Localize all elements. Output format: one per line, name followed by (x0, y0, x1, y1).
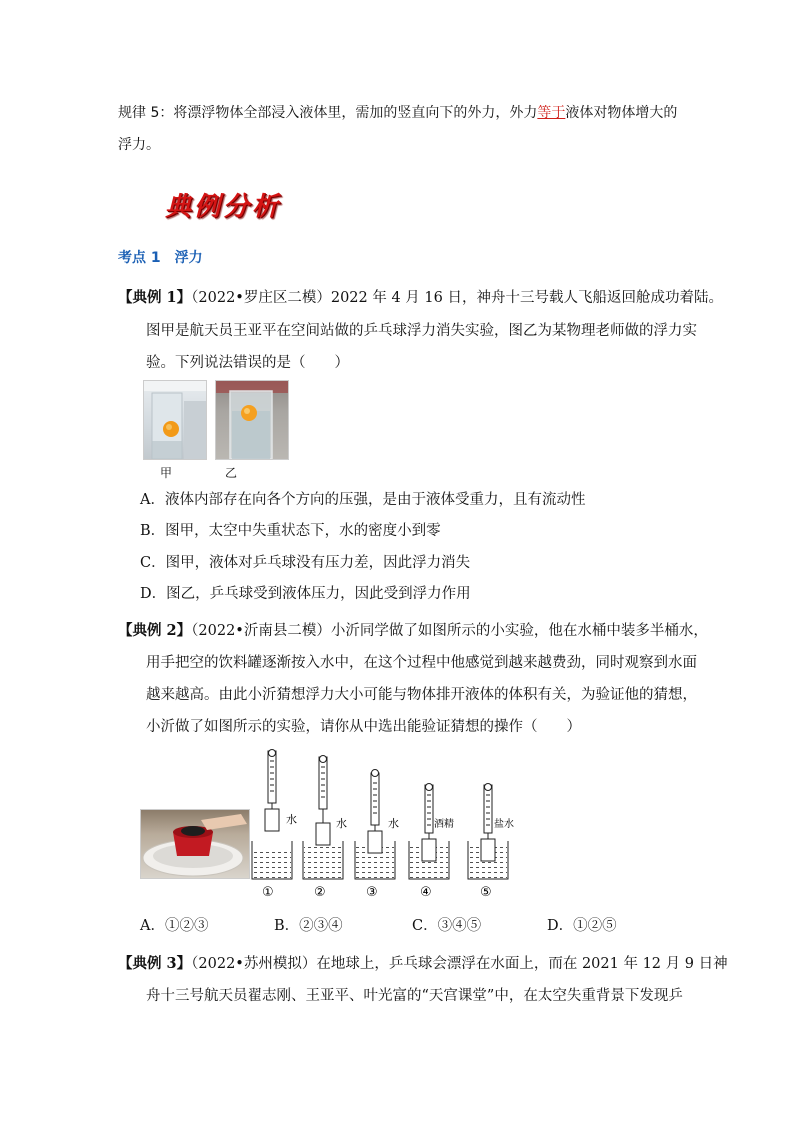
ex1-option-b[interactable]: B．图甲，太空中失重状态下，水的密度小到零 (140, 523, 441, 539)
ex1-option-c[interactable]: C．图甲，液体对乒乓球没有压力差，因此浮力消失 (140, 555, 471, 571)
ex2-line4: 小沂做了如图所示的实验，请你从中选出能验证猜想的操作（ ） (146, 719, 581, 735)
kaodian-label: 考点 1 (118, 250, 161, 266)
ex1-line2: 图甲是航天员王亚平在空间站做的乒乓球浮力消失实验，图乙为某物理老师做的浮力实 (146, 323, 697, 339)
beaker-3-label: 水 (388, 817, 399, 830)
section-heading: 典例分析 (165, 192, 282, 222)
ex1-text1: （2022•罗庄区二模）2022 年 4 月 16 日，神舟十三号载人飞船返回舱成功着陆。 (191, 290, 723, 306)
ex1-option-a[interactable]: A．液体内部存在向各个方向的压强，是由于液体受重力，且有流动性 (140, 492, 586, 508)
photo-yi-image (216, 381, 288, 459)
beaker-4 (409, 784, 454, 901)
bucket-photo (140, 809, 250, 879)
caption-jia: 甲 (160, 466, 173, 480)
beaker-1-label: 水 (286, 813, 297, 826)
beaker-4-num: ④ (420, 885, 432, 900)
ex3-line1 (118, 954, 728, 974)
kaodian-title: 浮力 (174, 250, 203, 266)
ex2-line3: 越来越高。由此小沂猜想浮力大小可能与物体排开液体的体积有关，为验证他的猜想， (146, 687, 697, 703)
beaker-5-num: ⑤ (480, 885, 492, 900)
ex2-tag: 【典例 2】 (118, 622, 192, 639)
ex2-line2: 用手把空的饮料罐逐渐按入水中，在这个过程中他感觉到越来越费劲，同时观察到水面 (146, 655, 697, 671)
ex1-line1 (118, 288, 723, 308)
beaker-1-num: ① (262, 885, 274, 900)
photo-yi (215, 380, 289, 460)
photo-jia-image (144, 381, 206, 459)
beaker-3-num: ③ (366, 885, 378, 900)
ex1-line3: 验。下列说法错误的是（ ） (146, 355, 349, 371)
ex2-text1: （2022•沂南县二模）小沂同学做了如图所示的小实验，他在水桶中装多半桶水， (191, 623, 708, 639)
rule5-line2: 浮力。 (118, 137, 160, 153)
ex1-tag: 【典例 1】 (118, 289, 192, 306)
beaker-3 (355, 770, 399, 901)
ex2-option-d[interactable]: D．①②⑤ (547, 918, 617, 934)
beaker-5-label: 盐水 (494, 819, 514, 830)
rule5-line1 (118, 103, 677, 123)
bucket-photo-image (141, 810, 249, 878)
beaker-5 (468, 784, 514, 901)
rule5-text-end: 液体对物体增大的 (565, 105, 678, 121)
caption-yi: 乙 (225, 466, 238, 480)
beaker-1 (252, 750, 297, 901)
ex2-line1 (118, 621, 708, 641)
ex2-option-b[interactable]: B．②③④ (274, 918, 343, 934)
beaker-4-label: 酒精 (434, 819, 454, 830)
ex2-option-a[interactable]: A．①②③ (140, 918, 209, 934)
ex3-text1: （2022•苏州模拟）在地球上，乒乓球会漂浮在水面上，而在 2021 年 12 月 9 日神 (191, 956, 728, 972)
ex1-option-d[interactable]: D．图乙，乒乓球受到液体压力，因此受到浮力作用 (140, 586, 471, 602)
beaker-apparatus (248, 745, 528, 901)
beaker-2-label: 水 (336, 817, 347, 830)
beaker-2-num: ② (314, 885, 326, 900)
rule5-text: 规律 5：将漂浮物体全部浸入液体里，需加的竖直向下的外力，外力 (118, 105, 538, 121)
photo-jia (143, 380, 207, 460)
beaker-2 (303, 756, 347, 901)
ex3-tag: 【典例 3】 (118, 955, 192, 972)
kaodian-heading (118, 247, 217, 267)
ex2-option-c[interactable]: C．③④⑤ (412, 918, 482, 934)
rule5-emphasis: 等于 (537, 105, 566, 121)
ex3-line2: 舟十三号航天员翟志刚、王亚平、叶光富的“天宫课堂”中，在太空失重背景下发现乒 (146, 988, 683, 1004)
